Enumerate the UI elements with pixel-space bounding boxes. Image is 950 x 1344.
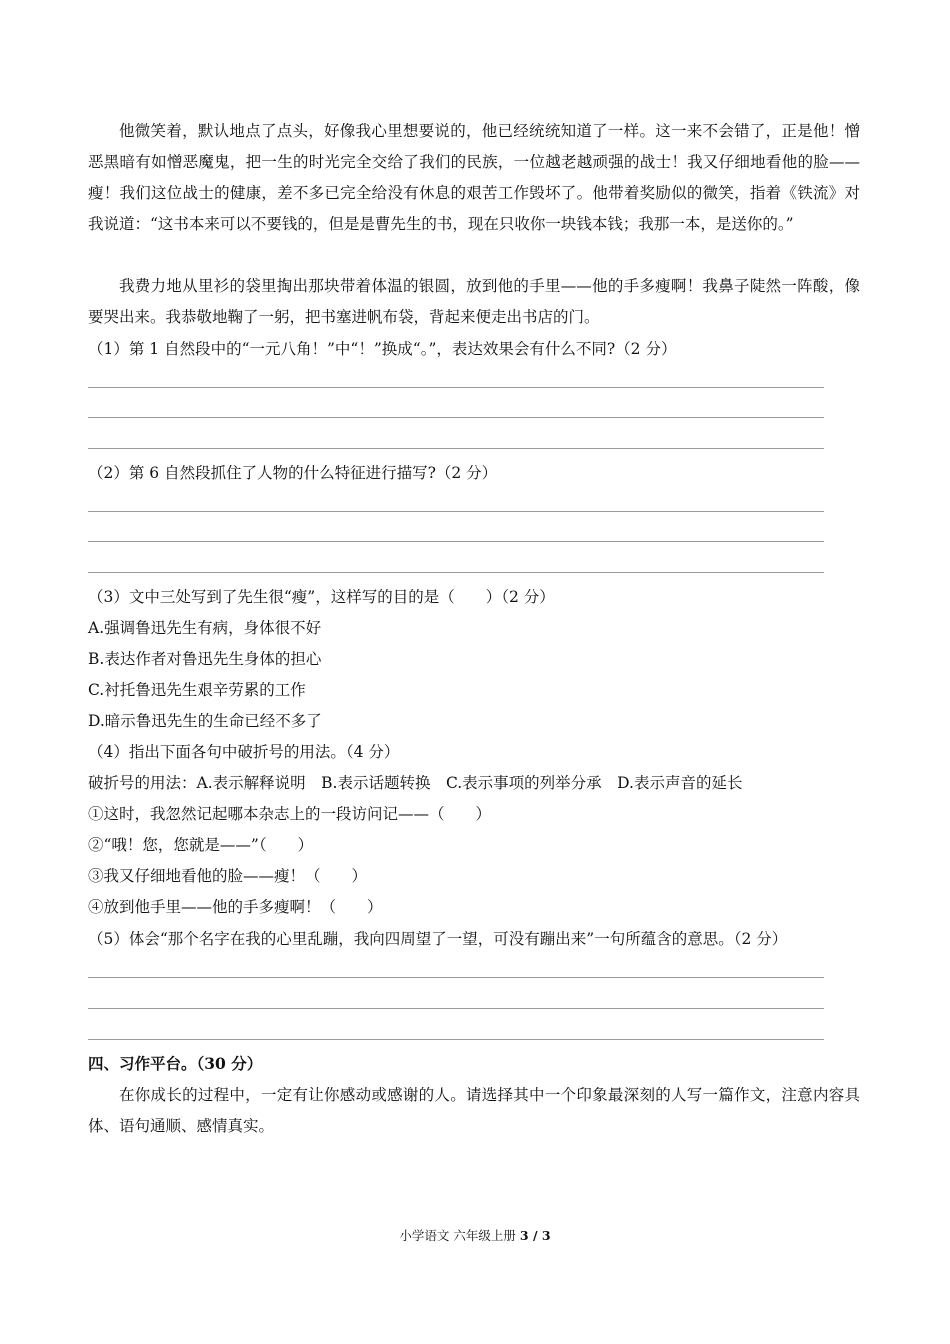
footer-label: 小学语文 六年级上册 <box>399 1228 516 1243</box>
option-d: D.暗示鲁迅先生的生命已经不多了 <box>88 712 322 730</box>
page-number: 3 / 3 <box>519 1228 551 1243</box>
answer-line[interactable] <box>88 541 824 542</box>
answer-line[interactable] <box>88 1008 824 1009</box>
dash-item-4: ④放到他手里——他的手多瘦啊！（ ） <box>88 898 383 916</box>
option-c: C.衬托鲁迅先生艰辛劳累的工作 <box>88 681 306 699</box>
question-1: （1）第 1 自然段中的“一元八角！”中“！”换成“。”，表达效果会有什么不同?（2 分） <box>88 340 677 358</box>
option-a: A.强调鲁迅先生有病，身体很不好 <box>88 619 322 637</box>
dash-item-1: ①这时，我忽然记起哪本杂志上的一段访问记——（ ） <box>88 805 492 823</box>
passage-paragraph-2: 我费力地从里衫的袋里掏出那块带着体温的银圆，放到他的手里——他的手多瘦啊！我鼻子陡然一阵酸，像要哭出来。我恭敬地鞠了一躬，把书塞进帆布袋，背起来便走出书店的门。 <box>88 277 860 326</box>
question-2: （2）第 6 自然段抓住了人物的什么特征进行描写?（2 分） <box>88 464 498 482</box>
dash-item-3: ③我又仔细地看他的脸——瘦！（ ） <box>88 867 368 885</box>
answer-line[interactable] <box>88 572 824 573</box>
answer-line[interactable] <box>88 1039 824 1040</box>
answer-line[interactable] <box>88 977 824 978</box>
dash-item-2: ②“哦！您，您就是——”（ ） <box>88 836 314 854</box>
dash-usage-legend: 破折号的用法：A.表示解释说明 B.表示话题转换 C.表示事项的列举分承 D.表示声音的延长 <box>88 774 743 792</box>
question-4: （4）指出下面各句中破折号的用法。（4 分） <box>88 743 400 761</box>
answer-line[interactable] <box>88 511 824 512</box>
section-4-heading: 四、习作平台。（30 分） <box>88 1054 263 1073</box>
question-5: （5）体会“那个名字在我的心里乱蹦，我向四周望了一望，可没有蹦出来”一句所蕴含的意思。（2 分） <box>88 930 788 948</box>
page-footer <box>0 1228 950 1244</box>
answer-line[interactable] <box>88 387 824 388</box>
passage-paragraph-1: 他微笑着，默认地点了点头，好像我心里想要说的，他已经统统知道了一样。这一来不会错了，正是他！憎恶黑暗有如憎恶魔鬼，把一生的时光完全交给了我们的民族，一位越老越顽强的战士！我又仔细地看他的脸——瘦！我们这位战士的健康，差不多已完全给没有休息的艰苦工作毁坏了。他带着奖励似的微笑，指着《铁流》对我说道：“这书本来可以不要钱的，但是是曹先生的书，现在只收你一块钱本钱；我那一本，是送你的。” <box>88 122 860 233</box>
question-3: （3）文中三处写到了先生很“瘦”，这样写的目的是（ ）（2 分） <box>88 588 555 606</box>
option-b: B.表达作者对鲁迅先生身体的担心 <box>88 650 322 668</box>
answer-line[interactable] <box>88 417 824 418</box>
writing-prompt: 在你成长的过程中，一定有让你感动或感谢的人。请选择其中一个印象最深刻的人写一篇作文，注意内容具体、语句通顺、感情真实。 <box>88 1086 860 1135</box>
answer-line[interactable] <box>88 448 824 449</box>
